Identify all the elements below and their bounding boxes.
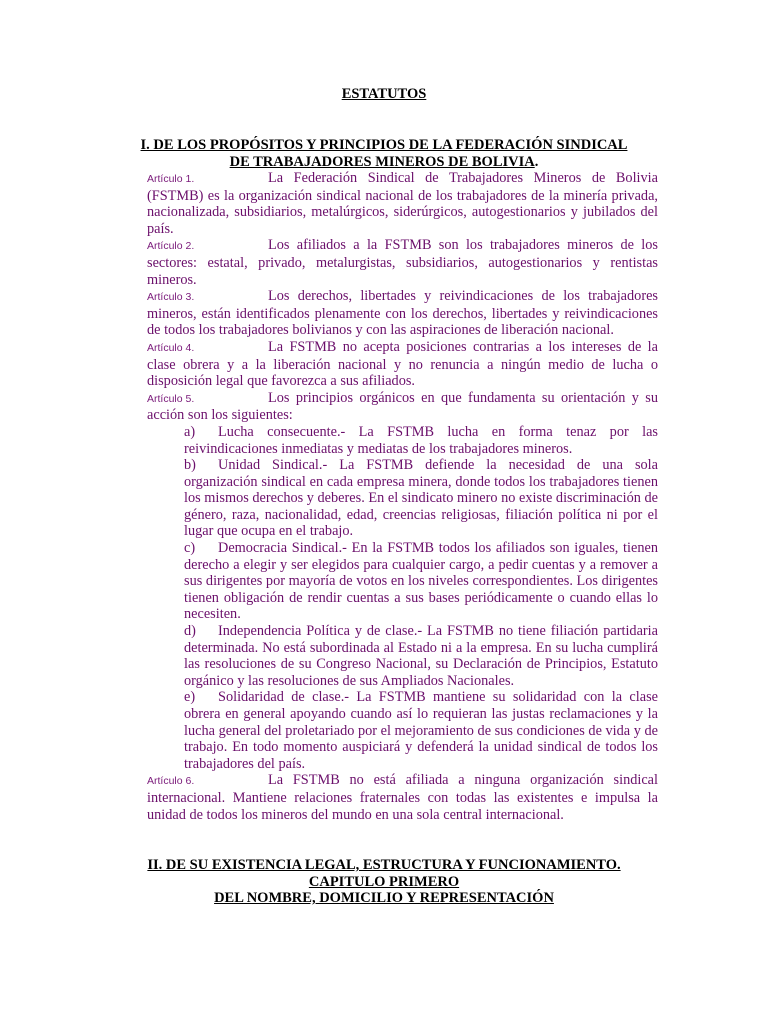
principle-c (184, 540, 658, 623)
article-5 (147, 390, 658, 424)
document-title: ESTATUTOS (341, 86, 427, 102)
section-heading-1-line2-end: . (534, 154, 539, 170)
article-text: Los principios orgánicos en que fundamenta su orientación y su acción son los siguientes: (147, 389, 658, 424)
article-text: La FSTMB no está afiliada a ninguna organización sindical internacional. Mantiene relaciones fraternales con todas las existentes e impulsa la unidad de todos los mineros del mundo en una sola central internacional. (147, 772, 658, 823)
article-text: La Federación Sindical de Trabajadores Mineros de Bolivia (FSTMB) es la organización sindical nacional de los trabajadores de la minería privada, nacionalizada, subsidiarios, metalúrgicos, siderúrgicos, autogestionarios y jubilados del país. (147, 170, 658, 237)
section-heading-2-line1: II. DE SU EXISTENCIA LEGAL, ESTRUCTURA Y FUNCIONAMIENTO. (147, 857, 621, 873)
article-label: Artículo 5. (147, 392, 195, 405)
section-heading-1-line1: I. DE LOS PROPÓSITOS Y PRINCIPIOS DE LA FEDERACIÓN SINDICAL (140, 137, 628, 153)
article-label: Artículo 2. (147, 240, 195, 253)
principle-text: Solidaridad de clase.- La FSTMB mantiene su solidaridad con la clase obrera en general apoyando cuando así lo requieran las justas reclamaciones y la lucha general del proletariado por el mejoramiento de sus condiciones de vida y de trabajo. En todo momento auspiciará y defenderá la unidad sindical de todos los trabajadores del país. (184, 689, 658, 772)
article-label: Artículo 4. (147, 341, 195, 354)
principle-letter: d) (184, 623, 196, 640)
article-2 (147, 237, 658, 288)
principle-b (184, 457, 658, 540)
principle-letter: a) (184, 423, 196, 440)
section-heading-1-line2: DE TRABAJADORES MINEROS DE BOLIVIA (229, 154, 535, 170)
principle-letter: c) (184, 540, 196, 557)
article-label: Artículo 6. (147, 775, 195, 788)
article-text: La FSTMB no acepta posiciones contrarias a los intereses de la clase obrera y a la liberación nacional y no renuncia a ningún medio de lucha o disposición legal que favorezca a sus afiliados. (147, 338, 658, 390)
article-1 (147, 170, 658, 237)
principle-text: Independencia Política y de clase.- La FSTMB no tiene filiación partidaria determinada. No está subordinada al Estado ni a la empresa. En su lucha cumplirá las resoluciones de su Congreso Nacional, su Declaración de Principios, Estatuto orgánico y las resoluciones de sus Ampliados Nacionales. (184, 623, 658, 689)
article-3 (147, 288, 658, 339)
principle-text: Democracia Sindical.- En la FSTMB todos los afiliados son iguales, tienen derecho a elegir y ser elegidos para cualquier cargo, a pedir cuentas y a remover a sus dirigentes por mayoría de votos en los niveles correspondientes. Los dirigentes tienen obligación de rendir cuentas a sus bases periódicamente o cuando ellas lo necesiten. (184, 540, 658, 623)
article-6 (147, 772, 658, 823)
section-heading-1-line2-wrap (120, 154, 648, 171)
article-label: Artículo 3. (147, 291, 195, 304)
principle-text: Unidad Sindical.- La FSTMB defiende la necesidad de una sola organización sindical en cada empresa minera, donde todos los trabajadores tienen los mismos derechos y deberes. En el sindicato minero no existe discriminación de género, raza, nacionalidad, edad, creencias religiosas, filiación política ni por el lugar que ocupa en el trabajo. (184, 457, 658, 540)
chapter-subheading: DEL NOMBRE, DOMICILIO Y REPRESENTACIÓN (214, 890, 554, 906)
article-text: Los afiliados a la FSTMB son los trabajadores mineros de los sectores: estatal, privado, metalurgistas, subsidiarios, autogestionarios y rentistas mineros. (147, 237, 658, 288)
principle-a (184, 424, 658, 457)
section-heading-1 (120, 137, 648, 171)
article-text: Los derechos, libertades y reivindicaciones de los trabajadores mineros, están identificados plenamente con los derechos, libertades y reivindicaciones de todos los trabajadores bolivianos y con las aspiraciones de liberación nacional. (147, 288, 658, 339)
article-label: Artículo 1. (147, 173, 195, 185)
article-4 (147, 339, 658, 390)
principle-text: Lucha consecuente.- La FSTMB lucha en forma tenaz por las reivindicaciones inmediatas y mediatas de los trabajadores mineros. (184, 423, 658, 457)
principle-letter: e) (184, 689, 196, 706)
section-heading-2 (100, 857, 668, 907)
document-body (147, 170, 658, 823)
principle-e (184, 689, 658, 772)
chapter-heading: CAPITULO PRIMERO (308, 873, 460, 890)
principle-d (184, 623, 658, 689)
principle-letter: b) (184, 457, 196, 474)
